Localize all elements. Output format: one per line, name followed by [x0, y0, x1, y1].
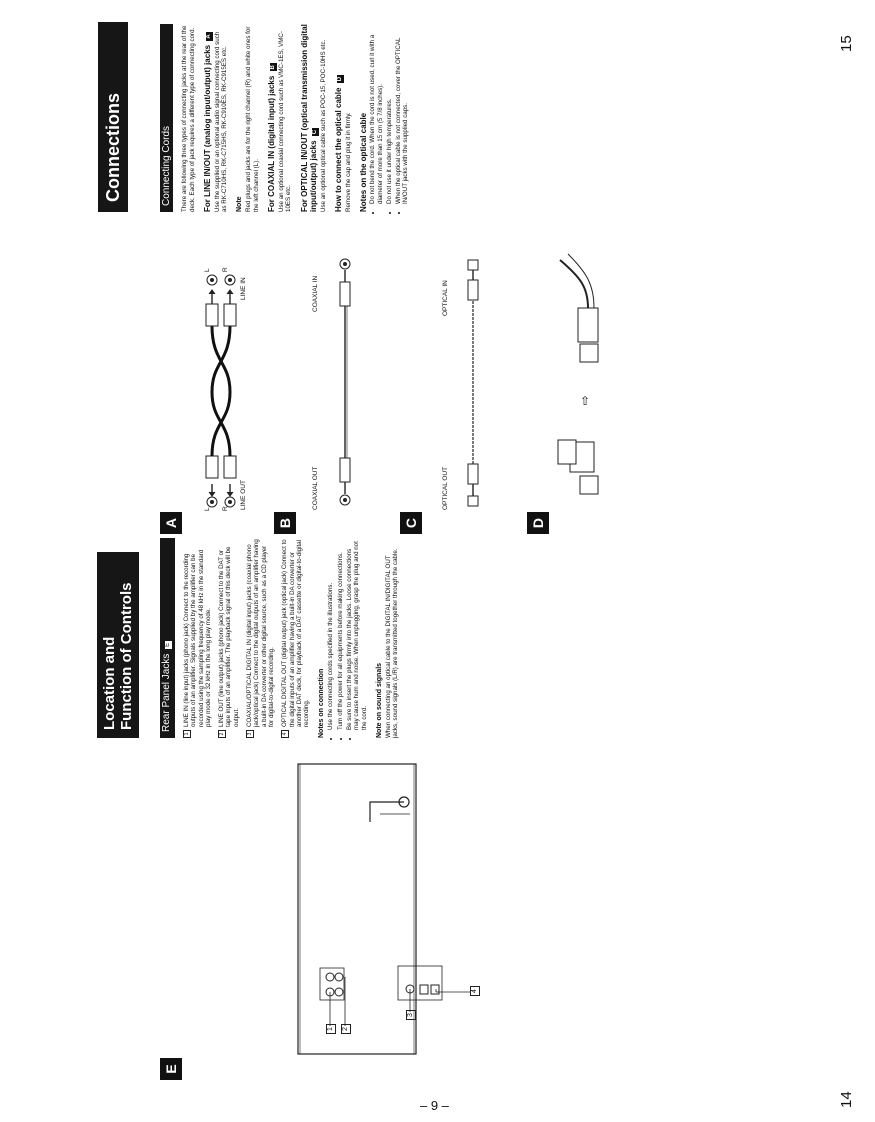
optical-cord-figure	[468, 260, 478, 506]
optical-heading: For OPTICAL IN/OUT (optical transmission digital input/output) jacks C	[299, 24, 318, 212]
connections-text-column	[160, 24, 414, 212]
line-text: Use the supplied or an optional audio signal connecting cord such as RK-C710HS, RK-C715HS, RK-C910ES, RK-C915ES etc.	[213, 31, 229, 212]
notes-optical-heading: Notes on the optical cable	[359, 112, 369, 212]
notes-connection-list: • Use the connecting cords specified in the illustrations. • Turn off the power for all equipments before making connections. • Be sure to insert the plugs firmly into the jacks. Loose connections may cause hum and noise. When unplugging, grasp the plug and not the cord.	[327, 538, 367, 738]
label-optical-in: OPTICAL IN	[442, 280, 449, 316]
connections-intro: There are following three types of connecting jacks at the rear of the deck. Each type of jack requires a different type of connecting cord.	[181, 25, 196, 212]
rear-panel-badge: E	[165, 642, 171, 647]
digital-jacks-panel	[398, 966, 442, 1000]
optical-in-jack	[420, 985, 428, 994]
notes-connection-heading: Notes on connection	[318, 668, 326, 738]
coaxial-badge: B	[270, 65, 277, 70]
jack-l-out	[326, 973, 334, 981]
location-title-line2: Function of Controls	[118, 582, 135, 730]
notes-optical-list: • Do not bend the cord. When the cord is not used, curl it with a diameter of more than 15 cm (5 7/8 inches). • Do not use it under high temperatures. • When the optical cable is not connected, cover the OPTICAL IN/OUT jacks with the supplied caps.	[369, 24, 409, 212]
item-1: 1 LINE IN (line input) jacks (phono jack) Connect to the recording outputs of an amplifier. Signals supplied by the amplifier can be recorded using the sampling frequency of 48 kHz in the standard play mode or 32 kHz in the long play mode.	[183, 538, 212, 738]
optical-out-jack	[431, 985, 439, 994]
figure-a-badge: A	[160, 512, 182, 534]
item-2: 2 LINE OUT (line output) jacks (phono jack) Connect to the DAT or tape inputs of an amplifier. The playback signal of this deck will be output.	[218, 538, 240, 738]
note-text: Red plugs and jacks are for the right channel (R) and white ones for the left channel (L).	[245, 26, 260, 212]
location-title-block	[97, 528, 139, 738]
callout-4: 4	[470, 986, 480, 996]
coaxial-cord-figure	[340, 259, 350, 505]
left-page-number: 14	[838, 1091, 855, 1108]
figure-e-badge: E	[160, 1058, 182, 1080]
item-3: 3 COAXIAL/OPTICAL DIGITAL IN (digital input) jacks (coaxial phono jack/optical jack) Connect to the digital outputs of an amplifier having a built-in DA converter or other digital source, such as a CD player for digital-to-digital recording.	[246, 538, 275, 738]
line-badge: A	[205, 34, 212, 39]
rca-cord-figure	[206, 275, 236, 507]
connections-title-block	[98, 22, 128, 212]
connections-title: Connections	[98, 22, 128, 212]
label-l-in: L	[204, 268, 211, 272]
connecting-cords-heading: Connecting Cords	[160, 24, 173, 212]
label-r-out: R	[222, 506, 229, 511]
label-coaxial-out: COAXIAL OUT	[312, 466, 319, 510]
jack-r-out	[335, 973, 343, 981]
jack-r-in	[335, 988, 343, 996]
connection-figures	[160, 252, 630, 522]
label-line-out: LINE OUT	[240, 480, 247, 510]
optical-badge: C	[311, 129, 318, 135]
right-page-number: 15	[838, 35, 855, 52]
label-optical-out: OPTICAL OUT	[442, 466, 449, 510]
label-r-in: R	[222, 267, 229, 272]
figure-d-badge: D	[527, 512, 549, 534]
callout-3: 3	[406, 1010, 416, 1020]
item-4: 4 OPTICAL DIGITAL OUT (digital output) jack (optical jack) Connect to the digital inputs of an amplifier having a built-in DA converter or another DAT deck, for playback of a DAT cassette or digital-to-digital recording.	[281, 538, 310, 738]
howto-text: Remove the cap and plug it in firmly.	[344, 112, 352, 212]
callout-1: 1	[326, 1024, 336, 1034]
deck-outline	[298, 764, 416, 1054]
optical-cap-figure	[558, 254, 598, 494]
coaxial-text: Use an optional coaxial connecting cord such as VMC-1ES, VMC-10ES etc.	[278, 31, 293, 212]
howto-badge: D	[336, 76, 343, 82]
label-coaxial-in: COAXIAL IN	[312, 275, 319, 312]
label-l-out: L	[204, 507, 211, 511]
location-title-line1: Location and	[101, 636, 118, 730]
figure-c-badge: C	[400, 512, 422, 534]
label-line-in: LINE IN	[240, 277, 247, 300]
line-heading: For LINE IN/OUT (analog input/output) jacks A	[202, 34, 212, 212]
note-sound-heading: Note on sound signals	[375, 662, 383, 738]
bottom-page-number: – 9 –	[420, 1098, 449, 1113]
optical-text: Use an optional optical cable such as POC-15, POC-10HS etc.	[319, 39, 327, 212]
howto-heading: How to connect the optical cable D	[333, 76, 343, 212]
callout-2: 2	[341, 1024, 351, 1034]
figure-b-badge: B	[274, 512, 296, 534]
note-sound-text: When connecting an optical cable to the DIGITAL IN/DIGITAL OUT jacks, sound signals (L/R) are transmitted together through the cable.	[384, 548, 400, 738]
rear-panel-heading: Rear Panel Jacks E	[160, 538, 175, 738]
arrow-icon: ⇧	[579, 393, 591, 408]
note-heading: Note	[236, 196, 244, 212]
coaxial-heading: For COAXIAL IN (digital input) jacks B	[267, 65, 277, 212]
location-text-column	[160, 538, 405, 738]
